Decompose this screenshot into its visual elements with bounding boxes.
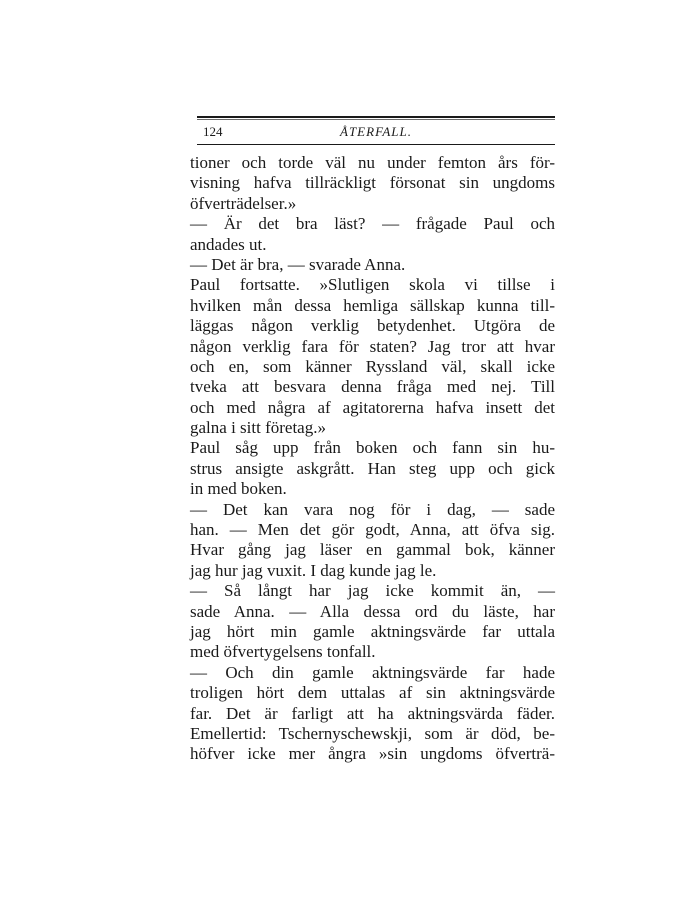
text-line: läggas någon verklig betydenhet. Utgöra de bbox=[190, 316, 555, 336]
text-line: tioner och torde väl nu under femton års för- bbox=[190, 153, 555, 172]
header-rule-thin bbox=[197, 119, 555, 120]
running-title: ÅTERFALL. bbox=[340, 124, 412, 139]
running-header bbox=[197, 124, 555, 144]
text-line: galna i sitt företag.» bbox=[190, 418, 326, 438]
text-line: — Och din gamle aktningsvärde far hade bbox=[190, 662, 555, 682]
text-line: — Det är bra, — svarade Anna. bbox=[190, 254, 406, 274]
header-rule-thick bbox=[197, 116, 555, 118]
text-line: — Är det bra läst? — frågade Paul och bbox=[190, 214, 555, 234]
text-line: med öfvertygelsens tonfall. bbox=[190, 642, 376, 662]
text-line: och med några af agitatorerna hafva insett det bbox=[190, 397, 555, 417]
text-line: hvilken mån dessa hemliga sällskap kunna till- bbox=[190, 295, 555, 315]
text-line: far. Det är farligt att ha aktningsvärda fäder. bbox=[190, 703, 555, 723]
text-line: tveka att besvara denna fråga med nej. Till bbox=[190, 377, 555, 397]
page-number: 124 bbox=[203, 124, 223, 139]
text-line: sade Anna. — Alla dessa ord du läste, har bbox=[190, 601, 555, 621]
text-line: troligen hört dem uttalas af sin aktningsvärde bbox=[190, 683, 555, 703]
text-line: han. — Men det gör godt, Anna, att öfva sig. bbox=[190, 520, 555, 540]
text-line: och en, som känner Ryssland väl, skall icke bbox=[190, 356, 555, 376]
text-line: jag hur jag vuxit. I dag kunde jag le. bbox=[190, 560, 437, 580]
text-line: visning hafva tillräckligt försonat sin ungdoms bbox=[190, 173, 555, 193]
text-line: öfverträdelser.» bbox=[190, 193, 297, 213]
header-underline bbox=[197, 144, 555, 145]
text-line: Emellertid: Tschernyschewskji, som är död, be- bbox=[190, 723, 555, 743]
text-line: in med boken. bbox=[190, 479, 287, 499]
text-line: — Det kan vara nog för i dag, — sade bbox=[190, 499, 555, 519]
text-line: Paul såg upp från boken och fann sin hu- bbox=[190, 438, 555, 458]
text-line: — Så långt har jag icke kommit än, — bbox=[190, 581, 555, 601]
text-line: någon verklig fara för staten? Jag tror att hvar bbox=[190, 336, 555, 356]
text-line: Hvar gång jag läser en gammal bok, känner bbox=[190, 540, 555, 560]
text-line: strus ansigte askgrått. Han steg upp och gick bbox=[190, 458, 555, 478]
body-text bbox=[190, 153, 555, 765]
text-line: jag hört min gamle aktningsvärde far uttala bbox=[190, 621, 555, 641]
text-line: Paul fortsatte. »Slutligen skola vi tillse i bbox=[190, 275, 555, 295]
text-line: andades ut. bbox=[190, 234, 267, 254]
text-line: höfver icke mer ångra »sin ungdoms öfverträ- bbox=[190, 744, 555, 764]
